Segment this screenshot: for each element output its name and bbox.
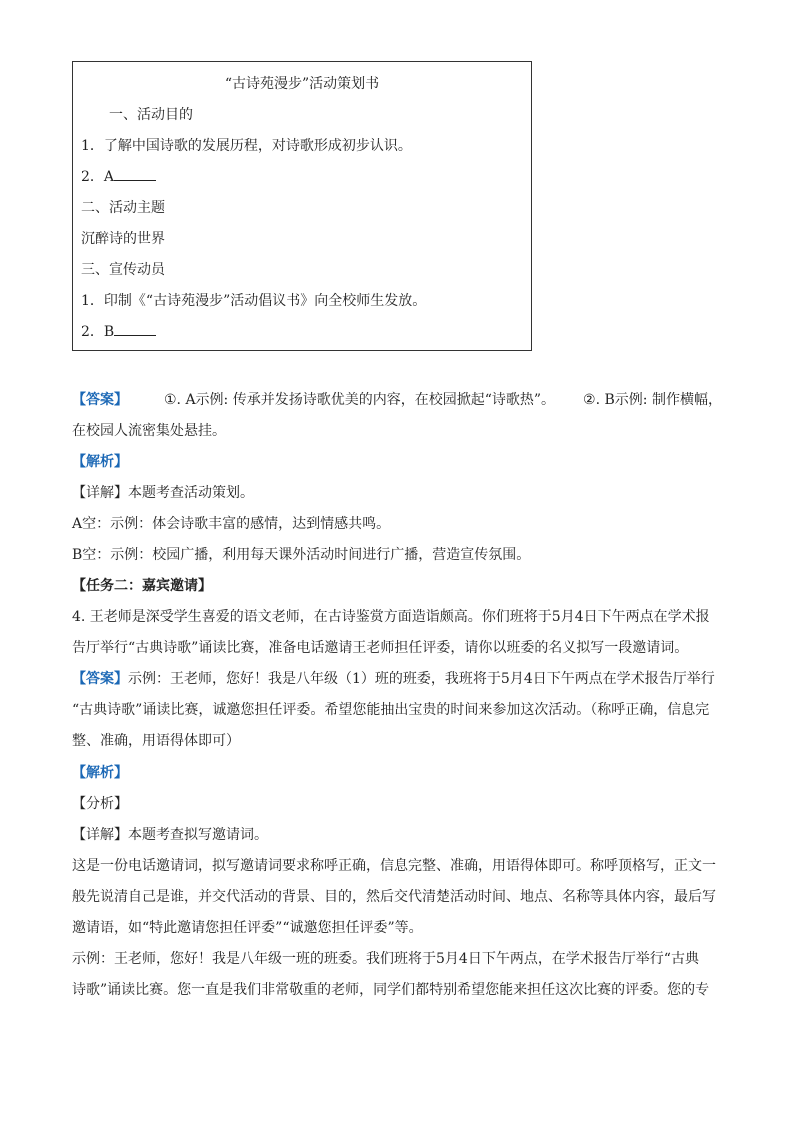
plan-purpose-item-1: 1．了解中国诗歌的发展历程，对诗歌形成初步认识。 <box>81 138 412 154</box>
analysis-tag-1: 【解析】 <box>72 454 128 470</box>
analysis-2-p1: 这是一份电话邀请词，拟写邀请词要求称呼正确，信息完整、准确，用语得体即可。称呼顶格写，正文一 <box>72 858 716 874</box>
analysis-2-fenxi: 【分析】 <box>72 796 128 812</box>
activity-plan-box <box>72 61 532 351</box>
analysis-2-p5: 诗歌”诵读比赛。您一直是我们非常敬重的老师，同学们都特别希望您能来担任这次比赛的评委。您的专 <box>72 982 710 998</box>
answer-2: 【答案】示例：王老师，您好！我是八年级（1）班的班委，我班将于5月4日下午两点在学术报告厅举行 <box>72 671 715 687</box>
plan-title: “古诗苑漫步”活动策划书 <box>224 76 380 92</box>
question-4-line-1: 4. 王老师是深受学生喜爱的语文老师，在古诗鉴赏方面造诣颇高。你们班将于5月4日下午两点在学术报 <box>72 609 710 625</box>
analysis-1-a: A空：示例：体会诗歌丰富的感情，达到情感共鸣。 <box>72 516 391 532</box>
analysis-2-detail: 【详解】本题考查拟写邀请词。 <box>72 827 268 843</box>
analysis-2-p3: 邀请语，如“特此邀请您担任评委”“诚邀您担任评委”等。 <box>72 920 423 936</box>
plan-promotion-item-2: 2．B <box>81 323 156 341</box>
plan-section-purpose: 一、活动目的 <box>109 107 193 123</box>
blank-a <box>114 168 156 181</box>
analysis-2-p2: 般先说清自己是谁，并交代活动的背景、目的，然后交代清楚活动时间、地点、名称等具体内容，最后写 <box>72 889 716 905</box>
analysis-1-detail: 【详解】本题考查活动策划。 <box>72 485 254 501</box>
analysis-2-p4: 示例：王老师，您好！我是八年级一班的班委。我们班将于5月4日下午两点，在学术报告厅举行“古典 <box>72 951 699 967</box>
plan-purpose-item-2: 2．A <box>81 168 156 186</box>
answer-2-line-3: 整、准确，用语得体即可） <box>72 733 240 749</box>
answer-1-cont: 在校园人流密集处悬挂。 <box>72 423 226 439</box>
blank-b <box>114 323 156 336</box>
plan-section-promotion: 三、宣传动员 <box>81 262 165 278</box>
answer-tag: 【答案】 <box>72 392 128 408</box>
analysis-tag-2: 【解析】 <box>72 765 128 781</box>
plan-promotion-item-1: 1．印制《“古诗苑漫步”活动倡议书》向全校师生发放。 <box>81 293 427 309</box>
answer-2-line-2: “古典诗歌”诵读比赛，诚邀您担任评委。希望您能抽出宝贵的时间来参加这次活动。（称呼正确，信息完 <box>72 702 710 718</box>
answer-tag: 【答案】 <box>72 671 128 687</box>
plan-theme-text: 沉醉诗的世界 <box>81 231 165 247</box>
task-2-heading: 【任务二：嘉宾邀请】 <box>72 578 212 594</box>
analysis-1-b: B空：示例：校园广播，利用每天课外活动时间进行广播，营造宣传氛围。 <box>72 547 531 563</box>
answer-1: 【答案】 ①. A示例: 传承并发扬诗歌优美的内容，在校园掀起“诗歌热”。 ②. B示例: 制作横幅， <box>72 392 722 408</box>
question-4-line-2: 告厅举行“古典诗歌”诵读比赛，准备电话邀请王老师担任评委，请你以班委的名义拟写一段邀请词。 <box>72 640 689 656</box>
plan-section-theme: 二、活动主题 <box>81 200 165 216</box>
